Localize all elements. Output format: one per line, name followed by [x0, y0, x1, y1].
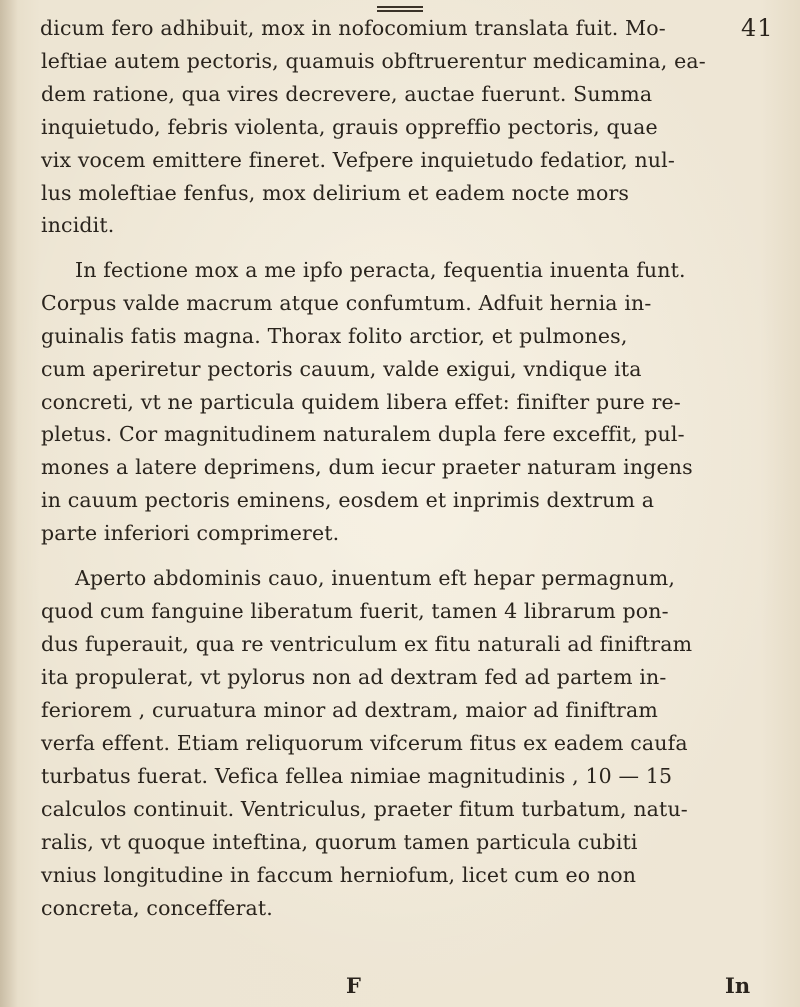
text-line: lus moleftiae fenfus, mox delirium et eadem nocte mors	[41, 181, 630, 205]
text-line: vnius longitudine in faccum herniofum, licet cum eo non	[41, 863, 637, 887]
header-rule	[377, 6, 423, 12]
text-line: concreti, vt ne particula quidem libera effet: finifter pure re-	[41, 390, 681, 414]
text-line: vix vocem emittere fineret. Vefpere inquietudo fedatior, nul-	[41, 148, 675, 172]
text-line: calculos continuit. Ventriculus, praeter fitum turbatum, natu-	[41, 797, 688, 821]
text-line: dus fuperauit, qua re ventriculum ex fitu naturali ad finiftram	[41, 632, 693, 656]
text-line: concreta, concefferat.	[41, 896, 273, 920]
text-line: ita propulerat, vt pylorus non ad dextram fed ad partem in-	[41, 665, 667, 689]
text-line: guinalis fatis magna. Thorax folito arctior, et pulmones,	[41, 324, 628, 348]
text-line: verfa effent. Etiam reliquorum vifcerum fitus ex eadem caufa	[41, 731, 688, 755]
text-line: dem ratione, qua vires decrevere, auctae fuerunt. Summa	[41, 82, 653, 106]
text-line: turbatus fuerat. Vefica fellea nimiae magnitudinis , 10 — 15	[41, 764, 673, 788]
text-line: cum aperiretur pectoris cauum, valde exigui, vndique ita	[41, 357, 642, 381]
text-line: quod cum fanguine liberatum fuerit, tamen 4 librarum pon-	[41, 599, 669, 623]
text-line: Corpus valde macrum atque confumtum. Adfuit hernia in-	[41, 291, 652, 315]
gutter-shadow	[0, 0, 18, 1007]
catchword: In	[725, 973, 751, 998]
text-line: inquietudo, febris violenta, grauis oppreffio pectoris, quae	[41, 115, 658, 139]
page-number: 41	[741, 14, 774, 42]
signature-mark: F	[346, 973, 361, 998]
text-line: feriorem , curuatura minor ad dextram, maior ad finiftram	[41, 698, 658, 722]
text-line: Aperto abdominis cauo, inuentum eft hepar permagnum,	[75, 566, 675, 590]
text-line: In fectione mox a me ipfo peracta, fequentia inuenta funt.	[75, 258, 686, 282]
text-line: parte inferiori comprimeret.	[41, 521, 340, 545]
text-line: leftiae autem pectoris, quamuis obftruerentur medicamina, ea-	[41, 49, 706, 73]
text-line: dicum fero adhibuit, mox in nofocomium translata fuit. Mo-	[40, 16, 666, 40]
text-line: in cauum pectoris eminens, eosdem et inprimis dextrum a	[41, 488, 655, 512]
text-line: incidit.	[41, 213, 115, 237]
text-line: mones a latere deprimens, dum iecur praeter naturam ingens	[41, 455, 693, 479]
text-line: pletus. Cor magnitudinem naturalem dupla fere exceffit, pul-	[41, 422, 685, 446]
text-line: ralis, vt quoque inteftina, quorum tamen particula cubiti	[41, 830, 638, 854]
